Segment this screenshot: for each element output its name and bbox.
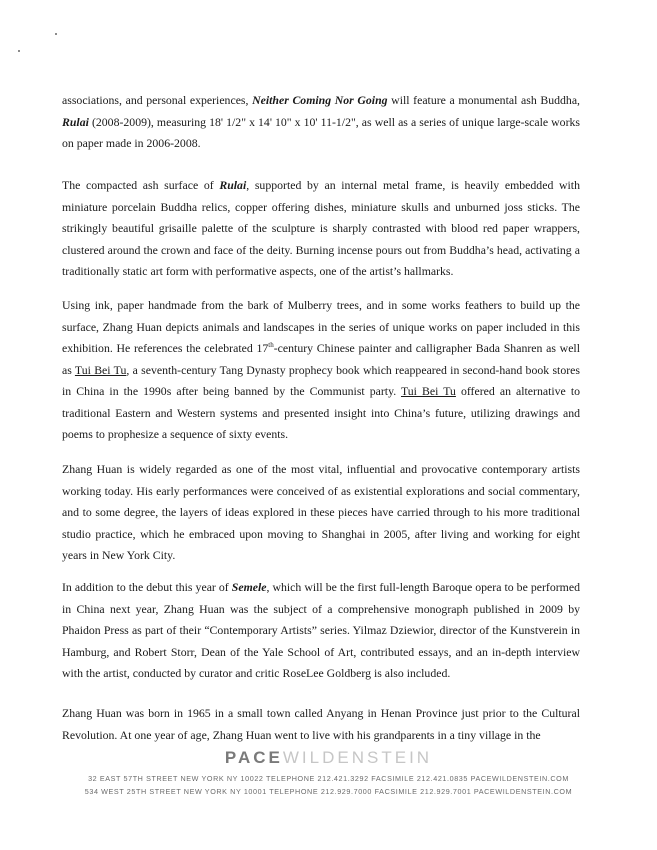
ordinal-superscript: th [268,341,274,350]
logo-wildenstein: WILDENSTEIN [282,748,433,767]
artwork-title: Rulai [219,178,247,192]
text-run: associations, and personal experiences, [62,93,253,107]
book-title: Tui Bei Tu [74,362,127,377]
text-run: , supported by an internal metal frame, is heavily embedded with miniature porcelain Buddha relics, copper offering dishes, miniature skulls and unburned joss sticks. The strikingly beautiful grisaille palette of the sculpture is sharply contrasted with blood red paper wrappers, clustered around the crown and face of the deity. Burning incense pours out from Buddha’s head, activating a traditionally static art form with performative aspects, one of the artist’s hallmarks. [62,178,580,278]
artwork-title: Rulai [62,114,89,129]
paragraph-exhibition-intro [62,90,580,155]
text-run: , which will be the first full-length Baroque opera to be performed in China next year, Zhang Huan was the subject of a comprehensive monograph published in 2009 by Phaidon Press as part of their “Contemporary Artists” series. Yilmaz Dziewior, director of the Kunstverein in Hamburg, and Robert Storr, Dean of the Yale School of Art, contributed essays, and an in-depth interview with the artist, conducted by curator and critic RoseLee Goldberg is also included. [62,580,580,680]
paragraph-works-on-paper [62,295,580,446]
scan-speck [18,50,20,52]
footer-address-57th: 32 EAST 57TH STREET NEW YORK NY 10022 TELEPHONE 212.421.3292 FACSIMILE 212.421.0835 PACEWILDENSTEIN.COM [88,774,569,783]
scan-speck [55,33,57,35]
text-run: offered an alternative to traditional Eastern and Western systems and presented insight into China’s future, utilizing drawings and poems to prophesize a sequence of sixty events. [62,384,580,441]
text-run: (2008-2009), measuring 18' 1/2" x 14' 10" x 10' 11-1/2", as well as a series of unique large-scale works on paper made in 2006-2008. [62,114,580,150]
paragraph-artist-profile: Zhang Huan is widely regarded as one of the most vital, influential and provocative contemporary artists working today. His early performances were conceived of as existential explorations and social commentary, and to some degree, the layers of ideas explored in these pieces have carried through to his more traditional studio practice, which he embraced upon moving to Shanghai in 2005, after living and working for eight years in New York City. [62,462,580,562]
text-run: The compacted ash surface of [62,178,220,192]
text-run: , a seventh-century Tang Dynasty prophecy book which reappeared in second-hand book stores in China in the 1990s after being banned by the Communist party. [62,362,580,398]
footer-address-25th: 534 WEST 25TH STREET NEW YORK NY 10001 TELEPHONE 212.929.7000 FACSIMILE 212.929.7001 PACEWILDENSTEIN.COM [84,787,573,796]
logo-pace: PACE [224,748,283,767]
opera-title: Semele [231,580,267,594]
text-run: Using ink, paper handmade from the bark of Mulberry trees, and in some works feathers to build up the surface, Zhang Huan depicts animals and landscapes in the series of unique works on paper included in this exhibition. He references the celebrated 17 [62,298,580,355]
text-run: -century Chinese painter and calligrapher Bada Shanren as well as [62,341,580,377]
paragraph-biography: Zhang Huan was born in 1965 in a small town called Anyang in Henan Province just prior to the Cultural Revolution. At one year of age, Zhang Huan went to live with his grandparents in a tiny village in the [62,706,580,742]
exhibition-title: Neither Coming Nor Going [252,93,388,107]
gallery-logo [0,748,657,768]
text-run: will feature a monumental ash Buddha, [387,93,581,107]
paragraph-monograph [62,577,580,685]
book-title: Tui Bei Tu [400,384,456,398]
text-run: In addition to the debut this year of [62,580,232,594]
paragraph-rulai-description [62,175,580,283]
